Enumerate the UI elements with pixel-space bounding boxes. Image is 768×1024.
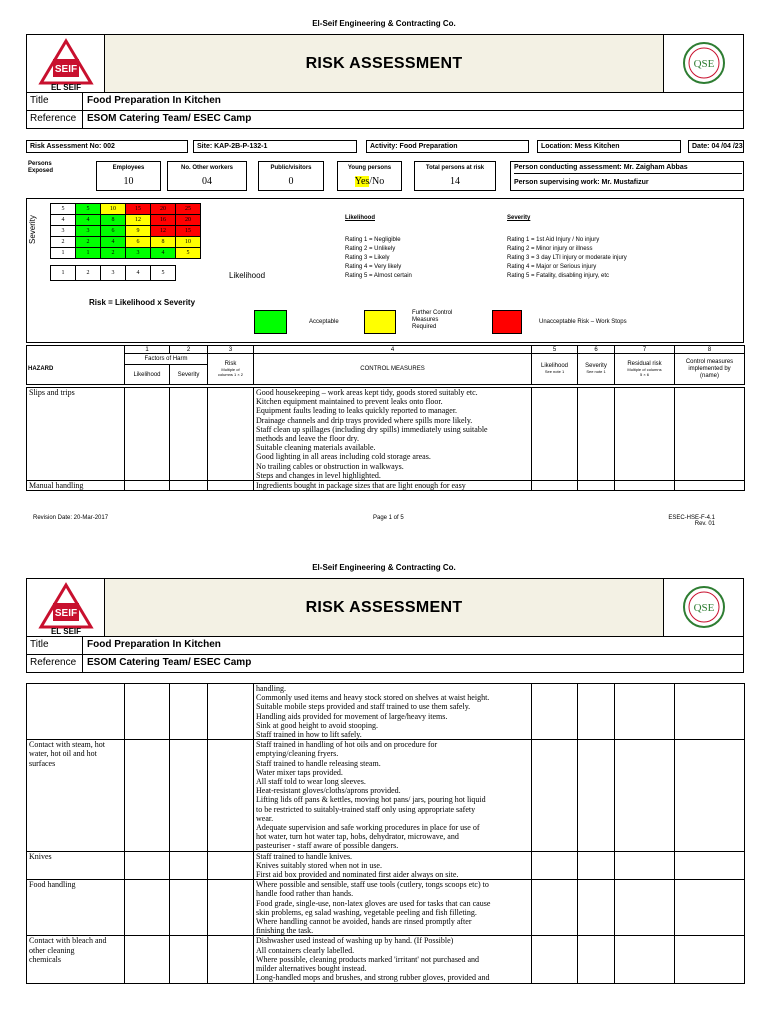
date: Date: 04 /04 /23: [688, 140, 744, 153]
likelihood-rating: 5: [151, 266, 176, 281]
footer-revision-date: Revision Date: 20-Mar-2017: [33, 515, 109, 521]
risk-score-cell: 10: [101, 204, 126, 215]
table-row: [27, 851, 745, 880]
matrix-likelihood-label: Likelihood: [229, 271, 266, 280]
risk-score-cell: 12: [126, 215, 151, 226]
severity-rating: 2: [51, 237, 76, 248]
control-measures-header: CONTROL MEASURES: [254, 354, 532, 385]
scale-item: Rating 4 = Very likely: [345, 264, 402, 270]
hazard-table-page2: [26, 683, 745, 984]
person-supervising: Person supervising work: Mr. Mustafizur: [514, 179, 649, 186]
control-measures-cell: Staff trained in handling of hot oils and on procedure for emptying/cleaning fryers. Staff trained to handle releasing steam. Water mixer taps provided. All staff told to wear long sleeves. Heat-resistant gloves/cloths/aprons provided. Lifting lids off pans & kettles, moving hot pans/ jars, pouring hot liquid to be restricted to suitably-trained staff only using appropriate safety wear. Adequate supervision and safe working procedures in place for use of hot water, turn hot water tap, hobs, dehydrator, microwave, and pasteuriser - staff aware of possible dangers.: [254, 740, 532, 851]
footer-form-code: ESEC-HSE-F-4.1 Rev. 01: [668, 515, 715, 527]
risk-score-cell: 12: [151, 226, 176, 237]
reference-value: ESOM Catering Team/ ESEC Camp: [87, 113, 252, 124]
rating-cell: [675, 740, 745, 851]
risk-score-cell: 2: [76, 237, 101, 248]
risk-score-cell: 2: [101, 248, 126, 259]
document-title: RISK ASSESSMENT: [305, 54, 463, 72]
rating-cell: [208, 684, 254, 740]
svg-text:EL SEIF: EL SEIF: [50, 83, 82, 92]
matrix-row: [51, 237, 201, 248]
scale-item: Rating 5 = Fatality, disabling injury, etc: [507, 273, 609, 279]
risk-score-cell: 3: [76, 226, 101, 237]
rating-cell: [208, 880, 254, 936]
further-control-label: Further Control Measures Required: [412, 310, 453, 330]
control-measures-cell: Where possible and sensible, staff use tools (cutlery, tongs scoops etc) to handle food rather than hands. Food grade, single-use, non-latex gloves are used for tasks that can cause skin problems, eg salad washing, vegetable peeling and fish filleting. Where handling cannot be avoided, hands are rinsed promptly after finishing the task.: [254, 880, 532, 936]
reference-key: Reference: [27, 655, 83, 672]
svg-text:SEIF: SEIF: [54, 608, 78, 619]
risk-score-cell: 9: [126, 226, 151, 237]
severity-scale: [507, 236, 627, 281]
rating-cell: [125, 740, 170, 851]
hazard-cell: Contact with steam, hot water, hot oil and hot surfaces: [27, 740, 125, 851]
hazard-column-header: HAZARD: [27, 354, 125, 385]
el-seif-logo-icon: [27, 35, 105, 92]
risk-score-cell: 1: [76, 248, 101, 259]
document-header: [26, 34, 744, 93]
likelihood-rating: 3: [101, 266, 126, 281]
hazard-cell: Contact with bleach and other cleaning chemicals: [27, 936, 125, 983]
rating-cell: [615, 880, 675, 936]
risk-matrix-likelihood-axis: [50, 265, 176, 281]
location: Location: Mess Kitchen: [537, 140, 681, 153]
further-control-swatch: [364, 310, 396, 334]
young-persons-box: Young persons Yes/No: [337, 161, 402, 191]
rating-cell: [675, 684, 745, 740]
rating-cell: [125, 936, 170, 983]
document-header-page2: [26, 578, 744, 637]
likelihood-heading: Likelihood: [345, 215, 375, 221]
scale-item: Rating 1 = Negligible: [345, 237, 401, 243]
table-row: [27, 388, 745, 481]
matrix-row: [51, 215, 201, 226]
risk-score-cell: 15: [176, 226, 201, 237]
risk-score-cell: 10: [176, 237, 201, 248]
reference-key: Reference: [27, 111, 83, 128]
severity-rating: 4: [51, 215, 76, 226]
rating-cell: [532, 388, 578, 481]
public-visitors-box: Public/visitors 0: [258, 161, 324, 191]
rating-cell: [170, 851, 208, 880]
rating-cell: [532, 740, 578, 851]
person-conducting: Person conducting assessment: Mr. Zaigham Abbas: [514, 164, 742, 174]
footer-page-number: Page 1 of 5: [373, 515, 404, 521]
severity-rating: 5: [51, 204, 76, 215]
company-name-page2: El-Seif Engineering & Contracting Co.: [312, 563, 456, 572]
hazard-cell: [27, 684, 125, 740]
title-value: Food Preparation In Kitchen: [87, 95, 221, 106]
total-persons-box: Total persons at risk 14: [414, 161, 496, 191]
reference-row-page2: [26, 655, 744, 673]
site: Site: KAP-2B-P-132-1: [193, 140, 357, 153]
rating-cell: [675, 851, 745, 880]
unacceptable-swatch: [492, 310, 522, 334]
hazard-cell: Food handling: [27, 880, 125, 936]
rating-cell: [170, 684, 208, 740]
reference-row: [26, 111, 744, 129]
scale-item: Rating 5 = Almost certain: [345, 273, 412, 279]
risk-score-cell: 3: [126, 248, 151, 259]
rating-cell: [578, 388, 615, 481]
hazard-cell: Manual handling: [27, 481, 125, 491]
risk-score-cell: 5: [176, 248, 201, 259]
qse-seal-icon: [664, 579, 744, 636]
qse-logo-page2: [663, 579, 743, 636]
hazard-table-header: 1 2 3 4 5 6 7 8 HAZARD Factors of Harm Risk Multiple of columns 1 × 2 CONTROL MEASURES Likelihood See note 1 Severity See note 1 Residual risk Multiple of columns 5 × 6 Control measures implemented by (name) Likelihood Severity: [26, 345, 745, 385]
hazard-cell: Knives: [27, 851, 125, 880]
rating-cell: [170, 936, 208, 983]
rating-cell: [675, 388, 745, 481]
matrix-row: [51, 204, 201, 215]
risk-matrix: [50, 203, 201, 259]
unacceptable-label: Unacceptable Risk – Work Stops: [539, 319, 627, 325]
title-key: Title: [27, 637, 83, 654]
title-key: Title: [27, 93, 83, 110]
title-row-page2: [26, 637, 744, 655]
rating-cell: [125, 388, 170, 481]
rating-cell: [615, 684, 675, 740]
rating-cell: [615, 481, 675, 491]
risk-score-cell: 20: [151, 204, 176, 215]
assessment-number: Risk Assessment No: 002: [26, 140, 188, 153]
rating-cell: [125, 684, 170, 740]
control-measures-cell: Good housekeeping – work areas kept tidy, goods stored suitably etc. Kitchen equipment maintained to prevent leaks onto floor. Equipment faults leading to leaks quickly reported to manager. Drainage channels and drip trays provided where spills more likely. Staff clean up spillages (including dry spills) immediately using suitable methods and leave the floor dry. Suitable cleaning materials available. Good lighting in all areas including cold storage areas. No trailing cables or obstruction in walkways. Steps and changes in level highlighted.: [254, 388, 532, 481]
company-name: El-Seif Engineering & Contracting Co.: [312, 19, 456, 28]
rating-cell: [532, 936, 578, 983]
risk-score-cell: 5: [76, 204, 101, 215]
risk-score-cell: 25: [176, 204, 201, 215]
el-seif-logo-page2: [27, 579, 105, 636]
scale-item: Rating 2 = Minor injury or illness: [507, 246, 593, 252]
svg-text:QSE: QSE: [693, 602, 715, 614]
rating-cell: [532, 851, 578, 880]
risk-score-cell: 6: [101, 226, 126, 237]
qse-logo: [663, 35, 743, 92]
rating-cell: [578, 936, 615, 983]
risk-score-cell: 8: [151, 237, 176, 248]
title-row: [26, 93, 744, 111]
rating-cell: [675, 481, 745, 491]
scale-item: Rating 3 = 3 day LTI injury or moderate injury: [507, 255, 627, 261]
rating-cell: [578, 481, 615, 491]
scale-item: Rating 4 = Major or Serious injury: [507, 264, 597, 270]
rating-cell: [578, 851, 615, 880]
svg-text:QSE: QSE: [693, 58, 715, 70]
severity-heading: Severity: [507, 215, 531, 221]
control-measures-cell: Ingredients bought in package sizes that are light enough for easy: [254, 481, 532, 491]
svg-text:EL SEIF: EL SEIF: [50, 627, 82, 636]
scale-item: Rating 2 = Unlikely: [345, 246, 396, 252]
activity: Activity: Food Preparation: [366, 140, 529, 153]
table-row: [27, 684, 745, 740]
rating-cell: [208, 936, 254, 983]
rating-cell: [170, 880, 208, 936]
risk-score-cell: 8: [101, 215, 126, 226]
severity-rating: 3: [51, 226, 76, 237]
risk-score-cell: 16: [151, 215, 176, 226]
rating-cell: [615, 388, 675, 481]
table-row: [27, 481, 745, 491]
rating-cell: [125, 851, 170, 880]
severity-rating: 1: [51, 248, 76, 259]
rating-cell: [578, 684, 615, 740]
risk-score-cell: 4: [101, 237, 126, 248]
svg-text:SEIF: SEIF: [54, 64, 78, 75]
likelihood-rating: 4: [126, 266, 151, 281]
rating-cell: [208, 388, 254, 481]
rating-cell: [615, 936, 675, 983]
rating-cell: [170, 388, 208, 481]
el-seif-logo: [27, 35, 105, 92]
rating-cell: [208, 740, 254, 851]
table-row: [27, 880, 745, 936]
rating-cell: [208, 851, 254, 880]
rating-cell: [125, 880, 170, 936]
hazard-table-page1: [26, 387, 745, 491]
risk-score-cell: 4: [76, 215, 101, 226]
rating-cell: [532, 481, 578, 491]
rating-cell: [615, 851, 675, 880]
persons-exposed-label: Persons Exposed: [28, 161, 54, 174]
risk-score-cell: 6: [126, 237, 151, 248]
rating-cell: [170, 740, 208, 851]
rating-cell: [675, 880, 745, 936]
rating-cell: [208, 481, 254, 491]
risk-score-cell: 20: [176, 215, 201, 226]
scale-item: Rating 1 = 1st Aid Injury / No injury: [507, 237, 600, 243]
control-measures-cell: handling. Commonly used items and heavy stock stored on shelves at waist height. Suitable mobile steps provided and staff trained to use them safely. Handling aids provided for movement of large/heavy items. Sink at good height to avoid stooping. Staff trained in how to lift safely.: [254, 684, 532, 740]
acceptable-label: Acceptable: [309, 319, 339, 325]
other-workers-box: No. Other workers 04: [167, 161, 247, 191]
matrix-row: [51, 248, 201, 259]
table-row: [27, 936, 745, 983]
qse-seal-icon: [664, 35, 744, 92]
control-measures-cell: Staff trained to handle knives. Knives suitably stored when not in use. First aid box provided and nominated first aider always on site.: [254, 851, 532, 880]
likelihood-scale: [345, 236, 412, 281]
document-title-page2: RISK ASSESSMENT: [305, 598, 463, 616]
risk-formula: Risk = Likelihood x Severity: [89, 298, 196, 307]
rating-cell: [578, 740, 615, 851]
title-value: Food Preparation In Kitchen: [87, 639, 221, 650]
rating-cell: [532, 684, 578, 740]
reference-value: ESOM Catering Team/ ESEC Camp: [87, 657, 252, 668]
rating-cell: [675, 936, 745, 983]
hazard-cell: Slips and trips: [27, 388, 125, 481]
acceptable-swatch: [254, 310, 287, 334]
matrix-row: [51, 226, 201, 237]
rating-cell: [170, 481, 208, 491]
employees-box: Employees 10: [96, 161, 161, 191]
control-measures-cell: Dishwasher used instead of washing up by hand. (If Possible) All containers clearly labelled. Where possible, cleaning products marked 'irritant' not purchased and milder alternatives bought instead. Long-handled mops and brushes, and strong rubber gloves, provided and: [254, 936, 532, 983]
likelihood-rating: 1: [51, 266, 76, 281]
risk-score-cell: 15: [126, 204, 151, 215]
responsible-persons-box: [510, 161, 744, 191]
rating-cell: [615, 740, 675, 851]
rating-cell: [125, 481, 170, 491]
likelihood-rating: 2: [76, 266, 101, 281]
rating-cell: [532, 880, 578, 936]
risk-score-cell: 4: [151, 248, 176, 259]
table-row: [27, 740, 745, 851]
rating-cell: [578, 880, 615, 936]
scale-item: Rating 3 = Likely: [345, 255, 390, 261]
el-seif-logo-icon: [27, 579, 105, 636]
